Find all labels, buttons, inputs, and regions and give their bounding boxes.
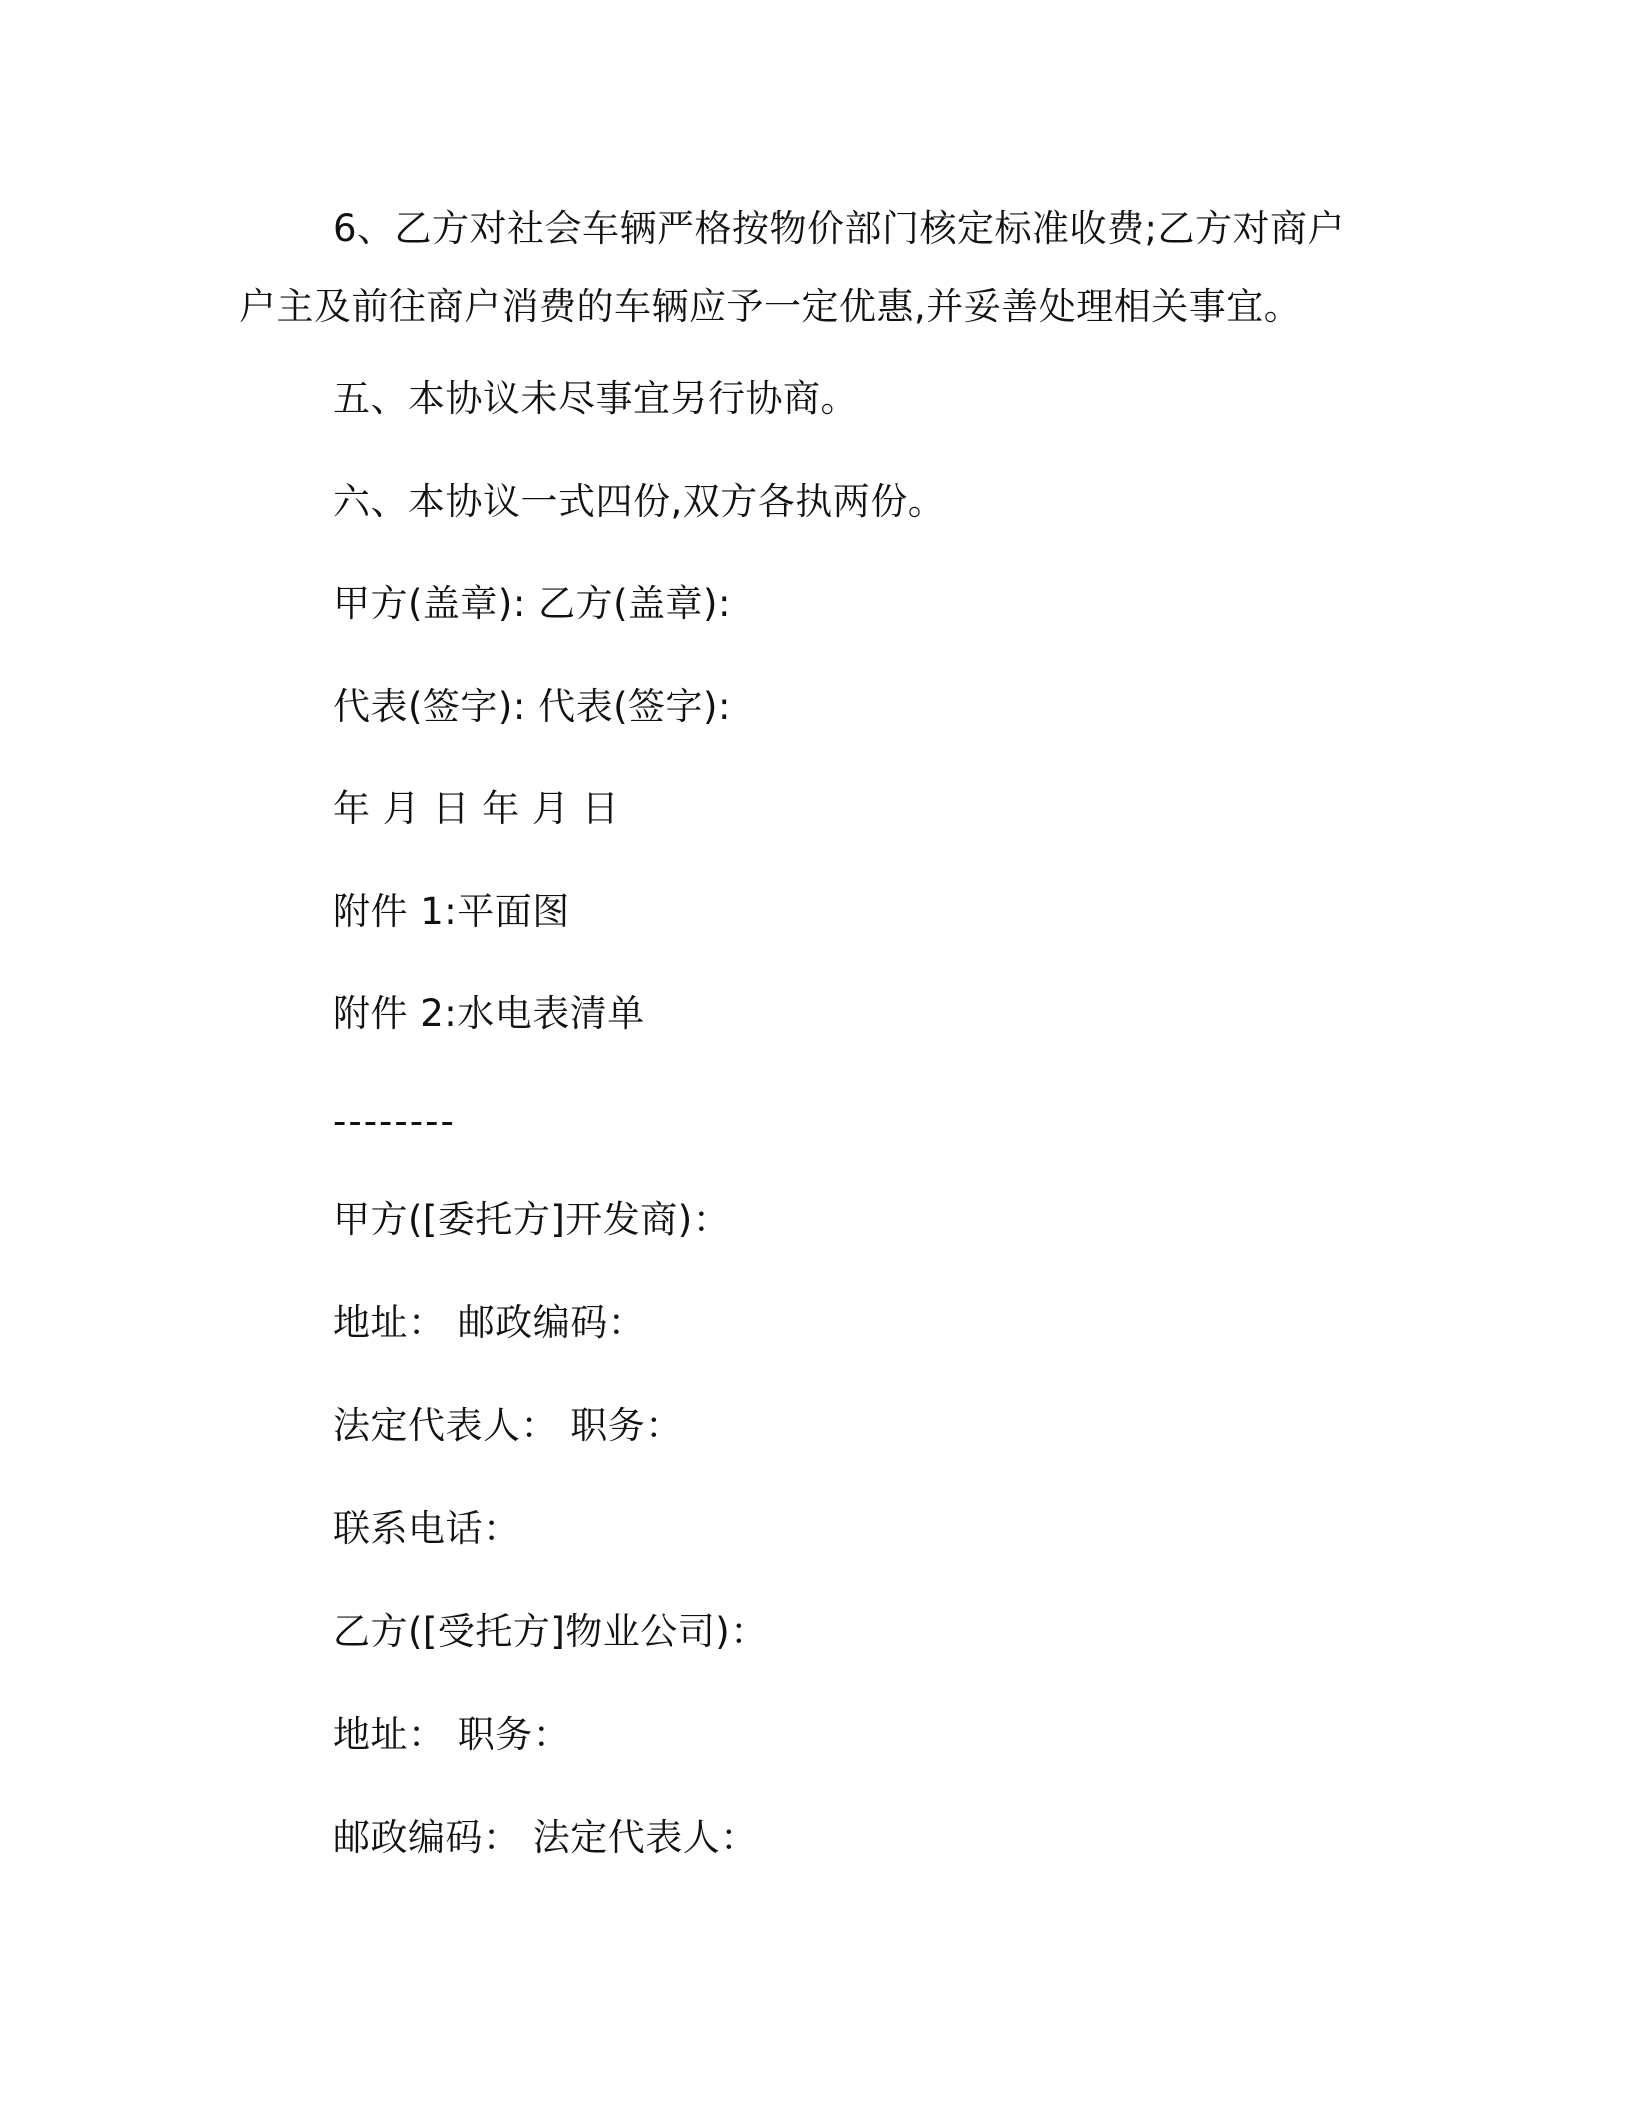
clause-six: 六、本协议一式四份,双方各执两份。 — [333, 480, 946, 523]
paragraph-clause-6-item: 6、乙方对社会车辆严格按物价部门核定标准收费;乙方对商户户主及前往商户消费的车辆应予一定优惠,并妥善处理相关事宜。 — [239, 207, 1346, 328]
party-b-address: 地址： 职务： — [333, 1713, 571, 1756]
party-b-postcode: 邮政编码： 法定代表人： — [333, 1816, 758, 1859]
signature-line: 代表(签字): 代表(签字): — [333, 685, 731, 728]
party-a-representative: 法定代表人： 职务： — [333, 1404, 683, 1447]
attachment-2: 附件 2:水电表清单 — [333, 992, 645, 1035]
separator-line: -------- — [333, 1100, 456, 1143]
clause-five: 五、本协议未尽事宜另行协商。 — [333, 377, 858, 420]
party-a-phone: 联系电话： — [333, 1507, 521, 1550]
party-a-title: 甲方([委托方]开发商)： — [333, 1198, 731, 1241]
seal-line: 甲方(盖章): 乙方(盖章): — [333, 582, 731, 625]
party-a-address: 地址： 邮政编码： — [333, 1301, 646, 1344]
attachment-1: 附件 1:平面图 — [333, 890, 570, 933]
date-line: 年 月 日 年 月 日 — [333, 787, 620, 830]
party-b-title: 乙方([受托方]物业公司)： — [333, 1610, 768, 1653]
